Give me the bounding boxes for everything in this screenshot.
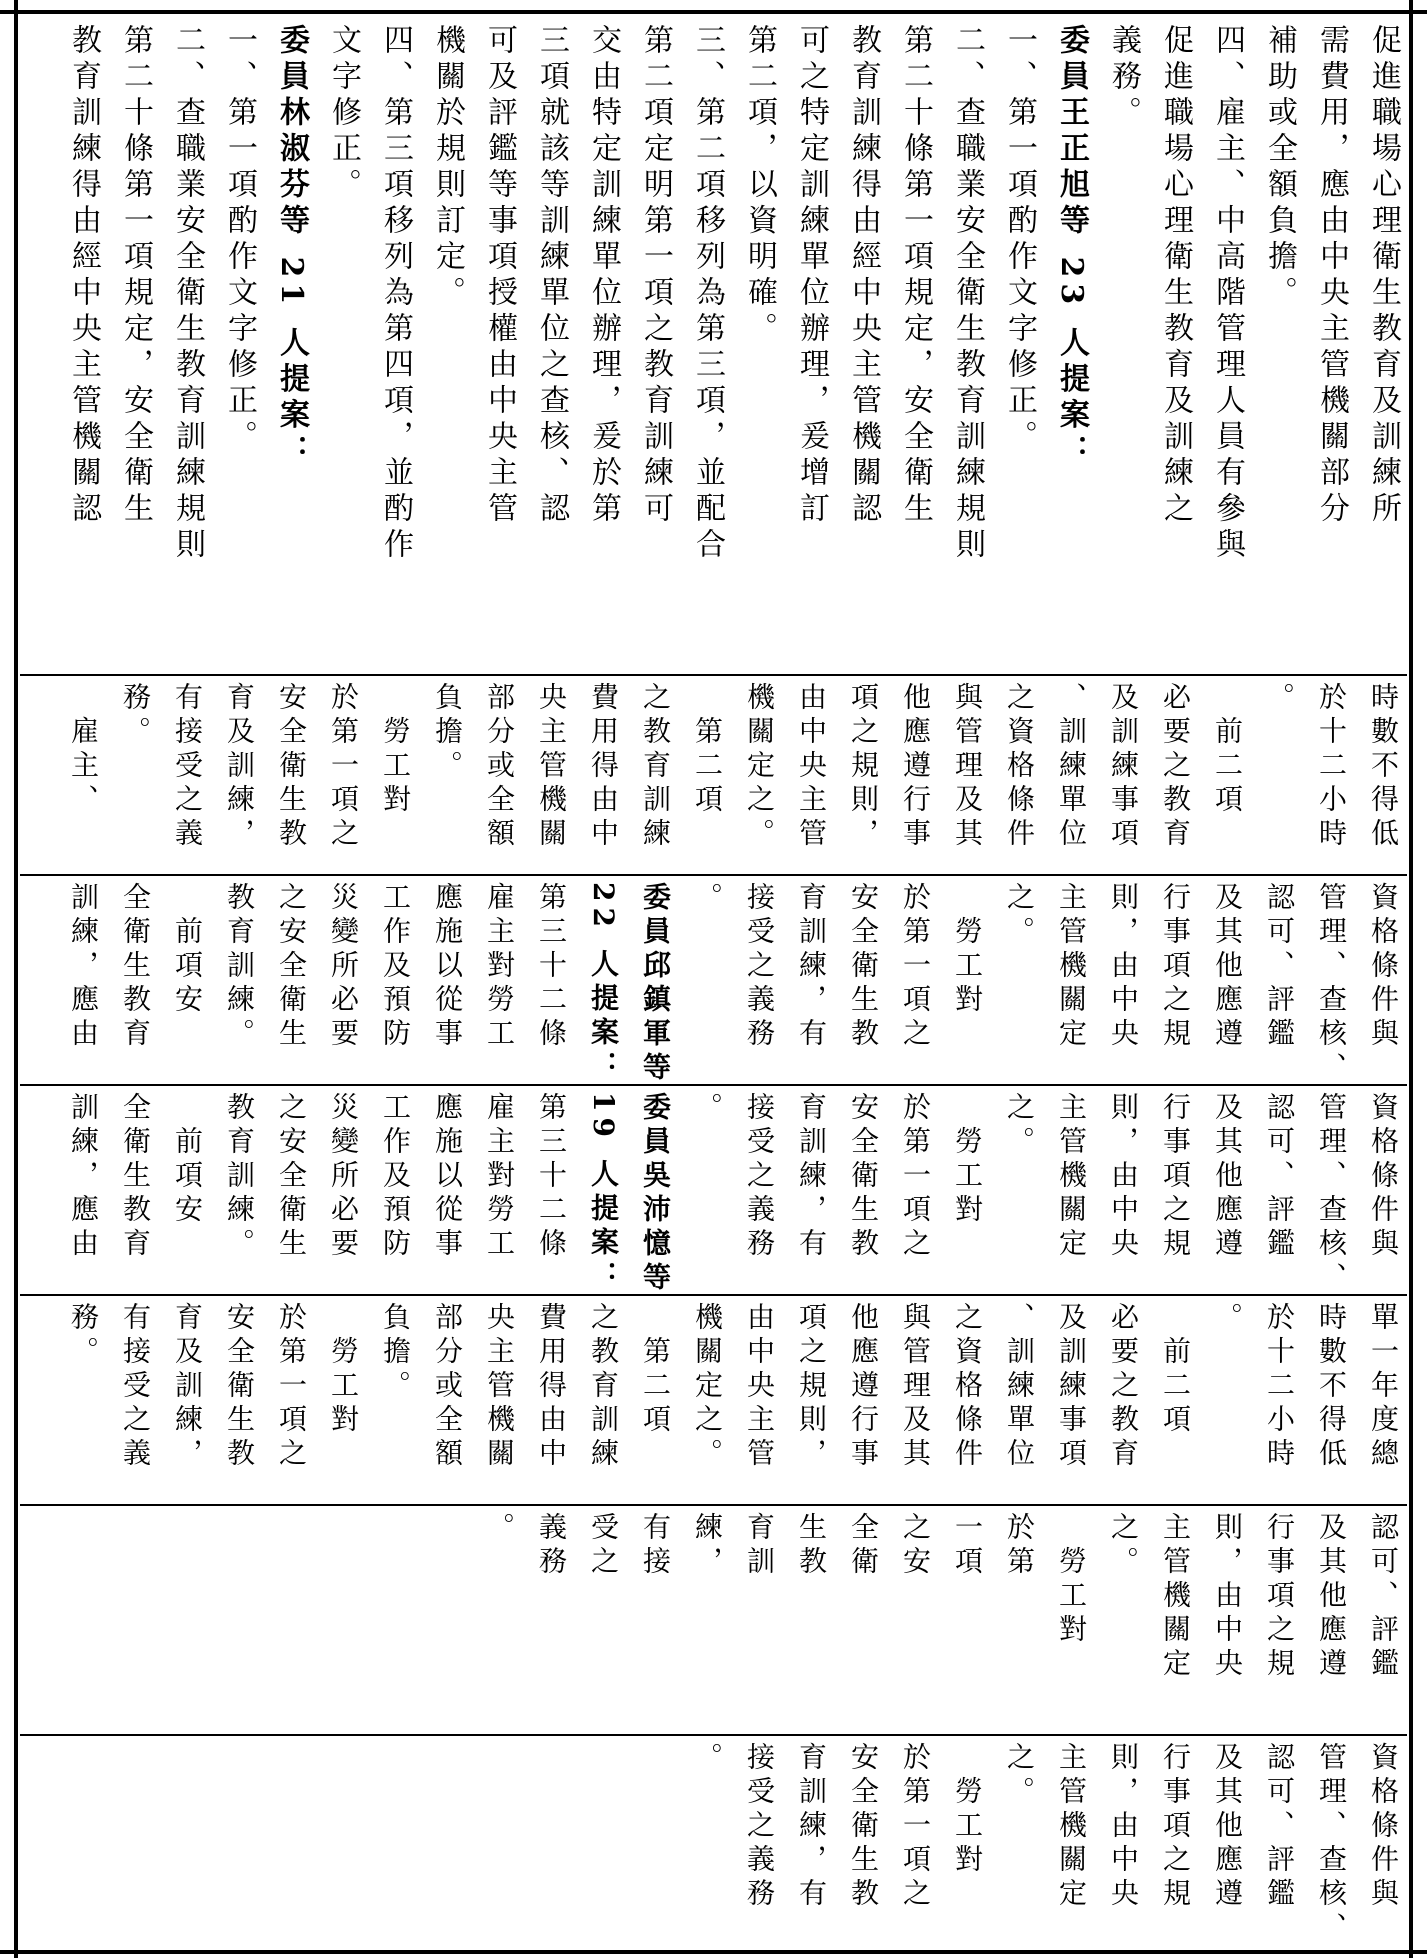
cell-line: 之。 <box>1107 1512 1140 1580</box>
cell-line: 他應遵行事 <box>847 1302 880 1472</box>
cell-line: 務。 <box>119 682 152 750</box>
cell-line: 。 <box>1263 682 1296 716</box>
cell-line: 訓練，應由 <box>67 1092 100 1262</box>
upper-line: 促進職場心理衛生教育及訓練所 <box>1366 24 1401 528</box>
cell-line: 有接受之義 <box>119 1302 152 1472</box>
proposal-cell <box>20 880 1407 1086</box>
cell-line: 時數不得低 <box>1315 1302 1348 1472</box>
cell-line: 與管理及其 <box>899 1302 932 1472</box>
cell-line: 部分或全額 <box>483 682 516 852</box>
cell-line: 項之規則， <box>847 682 880 852</box>
cell-line: 。 <box>691 1092 724 1126</box>
cell-line: 第三十二條 <box>535 882 568 1052</box>
cell-line: 行事項之規 <box>1159 882 1192 1052</box>
cell-line: 。 <box>691 1742 724 1776</box>
upper-line: 二、查職業安全衛生教育訓練規則 <box>950 24 985 564</box>
proposal-cell <box>20 680 1407 880</box>
cell-line: 必要之教育 <box>1159 682 1192 852</box>
cell-line: 有接 <box>639 1512 672 1580</box>
cell-line: 他應遵行事 <box>899 682 932 852</box>
cell-line: 主管機關定 <box>1055 1742 1088 1912</box>
upper-line: 第二項定明第一項之教育訓練可 <box>638 24 673 528</box>
cell-line: 應施以從事 <box>431 882 464 1052</box>
cell-line: 工作及預防 <box>379 1092 412 1262</box>
upper-line: 委員王正旭等 23 人提案： <box>1054 24 1089 471</box>
cell-line: 接受之義務 <box>743 1092 776 1262</box>
upper-line: 一、第一項酌作文字修正。 <box>222 24 257 456</box>
cell-line: 訓練，應由 <box>67 882 100 1052</box>
cell-line: 、訓練單位 <box>1003 1302 1036 1472</box>
cell-line: 行事項之規 <box>1263 1512 1296 1682</box>
cell-line: 央主管機關 <box>535 682 568 852</box>
cell-line: 育訓 <box>743 1512 776 1580</box>
cell-divider <box>20 1734 1407 1736</box>
cell-line: 安全衛生教 <box>847 882 880 1052</box>
cell-line: 應施以從事 <box>431 1092 464 1262</box>
cell-line: 受之 <box>587 1512 620 1580</box>
cell-line: 教育訓練。 <box>223 1092 256 1262</box>
cell-line: 第二項 <box>691 682 724 818</box>
right-rule <box>1409 0 1413 1958</box>
cell-line: 主管機關定 <box>1159 1512 1192 1682</box>
upper-line: 機關於規則訂定。 <box>430 24 465 312</box>
cell-line: 19 人提案： <box>587 1092 620 1295</box>
cell-line: 認可、評鑑 <box>1367 1512 1400 1682</box>
upper-section <box>20 18 1407 578</box>
upper-line: 三項就該等訓練單位之查核、認 <box>534 24 569 528</box>
upper-line: 教育訓練得由經中央主管機關認 <box>66 24 101 528</box>
cell-line: 之資格條件 <box>951 1302 984 1472</box>
cell-line: 之資格條件 <box>1003 682 1036 852</box>
cell-divider <box>20 1504 1407 1506</box>
upper-line: 四、雇主、中高階管理人員有參與 <box>1210 24 1245 564</box>
upper-line: 二、查職業安全衛生教育訓練規則 <box>170 24 205 564</box>
cell-line: 於十二小時 <box>1263 1302 1296 1472</box>
cell-line: 安全衛生教 <box>275 682 308 852</box>
cell-line: 育訓練，有 <box>795 1092 828 1262</box>
cell-line: 育及訓練， <box>171 1302 204 1472</box>
cell-line: 育及訓練， <box>223 682 256 852</box>
cell-line: 及訓練事項 <box>1055 1302 1088 1472</box>
cell-line: 勞工對 <box>327 1302 360 1438</box>
cell-line: 務。 <box>67 1302 100 1370</box>
cell-line: 委員邱鎮軍等 <box>639 882 672 1086</box>
cell-line: 管理、查核、 <box>1315 1092 1348 1296</box>
cell-line: 及其他應遵 <box>1211 882 1244 1052</box>
cell-line: 雇主、 <box>67 682 100 818</box>
proposal-cell <box>20 1740 1407 1946</box>
left-rule <box>14 0 18 1958</box>
lower-section <box>20 682 1407 1946</box>
cell-line: 於第一項之 <box>275 1302 308 1472</box>
cell-line: 之。 <box>1003 1742 1036 1810</box>
cell-line: 於第一項之 <box>899 882 932 1052</box>
cell-line: 雇主對勞工 <box>483 882 516 1052</box>
cell-line: 勞工對 <box>951 1742 984 1878</box>
cell-line: 及其他應遵 <box>1211 1742 1244 1912</box>
cell-line: 22 人提案： <box>587 882 620 1085</box>
cell-line: 第二項 <box>639 1302 672 1438</box>
proposal-cell <box>20 1510 1407 1710</box>
cell-line: 機關定之。 <box>743 682 776 852</box>
cell-line: 資格條件與 <box>1367 1092 1400 1262</box>
cell-line: 機關定之。 <box>691 1302 724 1472</box>
cell-line: 教育訓練。 <box>223 882 256 1052</box>
upper-line: 促進職場心理衛生教育及訓練之 <box>1158 24 1193 528</box>
upper-line: 第二十條第一項規定，安全衛生 <box>118 24 153 528</box>
upper-line: 文字修正。 <box>326 24 361 204</box>
cell-line: 接受之義務 <box>743 882 776 1052</box>
proposal-cell <box>20 1300 1407 1500</box>
cell-line: 主管機關定 <box>1055 882 1088 1052</box>
cell-line: 及其他應遵 <box>1211 1092 1244 1262</box>
cell-line: 育訓練，有 <box>795 1742 828 1912</box>
cell-line: 則，由中央 <box>1211 1512 1244 1682</box>
cell-line: 雇主對勞工 <box>483 1092 516 1262</box>
cell-line: 全衛生教育 <box>119 1092 152 1262</box>
cell-line: 前二項 <box>1211 682 1244 818</box>
cell-line: 管理、查核、 <box>1315 1742 1348 1946</box>
cell-line: 之教育訓練 <box>639 682 672 852</box>
cell-line: 由中央主管 <box>743 1302 776 1472</box>
cell-line: 於第一項之 <box>327 682 360 852</box>
cell-line: 負擔。 <box>379 1302 412 1404</box>
cell-line: 行事項之規 <box>1159 1092 1192 1262</box>
proposal-cell <box>20 1090 1407 1296</box>
cell-line: 之教育訓練 <box>587 1302 620 1472</box>
cell-line: 項之規則， <box>795 1302 828 1472</box>
cell-line: 之。 <box>1003 1092 1036 1160</box>
cell-line: 負擔。 <box>431 682 464 784</box>
cell-line: 安全衛生教 <box>847 1742 880 1912</box>
cell-line: 前二項 <box>1159 1302 1192 1438</box>
cell-line: 必要之教育 <box>1107 1302 1140 1472</box>
cell-line: 全衛生教育 <box>119 882 152 1052</box>
cell-line: 與管理及其 <box>951 682 984 852</box>
upper-line: 第二項，以資明確。 <box>742 24 777 348</box>
cell-line: 主管機關定 <box>1055 1092 1088 1262</box>
cell-line: 及其他應遵 <box>1315 1512 1348 1682</box>
cell-divider <box>20 674 1407 676</box>
upper-line: 義務。 <box>1106 24 1141 132</box>
cell-line: 前項安 <box>171 1092 204 1228</box>
cell-line: 認可、評鑑 <box>1263 1742 1296 1912</box>
cell-line: 費用得由中 <box>587 682 620 852</box>
upper-line: 可之特定訓練單位辦理，爰增訂 <box>794 24 829 528</box>
cell-line: 時數不得低 <box>1367 682 1400 852</box>
cell-line: 勞工對 <box>1055 1512 1088 1648</box>
cell-line: 之。 <box>1003 882 1036 950</box>
cell-divider <box>20 1084 1407 1086</box>
cell-line: 。 <box>1211 1302 1244 1336</box>
top-rule <box>0 10 1427 14</box>
cell-line: 則，由中央 <box>1107 1092 1140 1262</box>
cell-line: 勞工對 <box>379 682 412 818</box>
cell-line: 由中央主管 <box>795 682 828 852</box>
cell-line: 之安全衛生 <box>275 882 308 1052</box>
upper-line: 交由特定訓練單位辦理，爰於第 <box>586 24 621 528</box>
upper-line: 補助或全額負擔。 <box>1262 24 1297 312</box>
upper-line: 三、第二項移列為第三項，並配合 <box>690 24 725 564</box>
cell-line: 練， <box>691 1512 724 1580</box>
cell-line: 安全衛生教 <box>847 1092 880 1262</box>
cell-line: 、訓練單位 <box>1055 682 1088 852</box>
cell-line: 部分或全額 <box>431 1302 464 1472</box>
upper-line: 可及評鑑等事項授權由中央主管 <box>482 24 517 528</box>
cell-line: 災變所必要 <box>327 882 360 1052</box>
cell-line: 。 <box>483 1512 516 1546</box>
upper-line: 需費用，應由中央主管機關部分 <box>1314 24 1349 528</box>
cell-line: 費用得由中 <box>535 1302 568 1472</box>
cell-divider <box>20 1294 1407 1296</box>
upper-line: 四、第三項移列為第四項，並酌作 <box>378 24 413 564</box>
cell-line: 工作及預防 <box>379 882 412 1052</box>
cell-line: 接受之義務 <box>743 1742 776 1912</box>
cell-line: 單一年度總 <box>1367 1302 1400 1472</box>
cell-line: 資格條件與 <box>1367 882 1400 1052</box>
cell-line: 勞工對 <box>951 1092 984 1228</box>
cell-line: 。 <box>691 882 724 916</box>
upper-line: 委員林淑芬等 21 人提案： <box>274 24 309 471</box>
cell-line: 前項安 <box>171 882 204 1018</box>
cell-line: 生教 <box>795 1512 828 1580</box>
cell-line: 行事項之規 <box>1159 1742 1192 1912</box>
cell-line: 於十二小時 <box>1315 682 1348 852</box>
cell-line: 委員吳沛憶等 <box>639 1092 672 1296</box>
cell-line: 認可、評鑑 <box>1263 1092 1296 1262</box>
cell-line: 有接受之義 <box>171 682 204 852</box>
cell-line: 則，由中央 <box>1107 1742 1140 1912</box>
upper-line: 一、第一項酌作文字修正。 <box>1002 24 1037 456</box>
cell-line: 義務 <box>535 1512 568 1580</box>
cell-line: 之安 <box>899 1512 932 1580</box>
cell-line: 一項 <box>951 1512 984 1580</box>
cell-line: 育訓練，有 <box>795 882 828 1052</box>
cell-line: 於第 <box>1003 1512 1036 1580</box>
cell-line: 之安全衛生 <box>275 1092 308 1262</box>
cell-line: 於第一項之 <box>899 1742 932 1912</box>
cell-line: 則，由中央 <box>1107 882 1140 1052</box>
upper-line: 第二十條第一項規定，安全衛生 <box>898 24 933 528</box>
cell-line: 及訓練事項 <box>1107 682 1140 852</box>
section-divider <box>0 1950 1427 1954</box>
cell-line: 資格條件與 <box>1367 1742 1400 1912</box>
upper-line: 教育訓練得由經中央主管機關認 <box>846 24 881 528</box>
cell-line: 管理、查核、 <box>1315 882 1348 1086</box>
cell-line: 災變所必要 <box>327 1092 360 1262</box>
cell-line: 第三十二條 <box>535 1092 568 1262</box>
cell-line: 於第一項之 <box>899 1092 932 1262</box>
cell-line: 勞工對 <box>951 882 984 1018</box>
cell-line: 認可、評鑑 <box>1263 882 1296 1052</box>
cell-line: 安全衛生教 <box>223 1302 256 1472</box>
cell-line: 央主管機關 <box>483 1302 516 1472</box>
cell-line: 全衛 <box>847 1512 880 1580</box>
